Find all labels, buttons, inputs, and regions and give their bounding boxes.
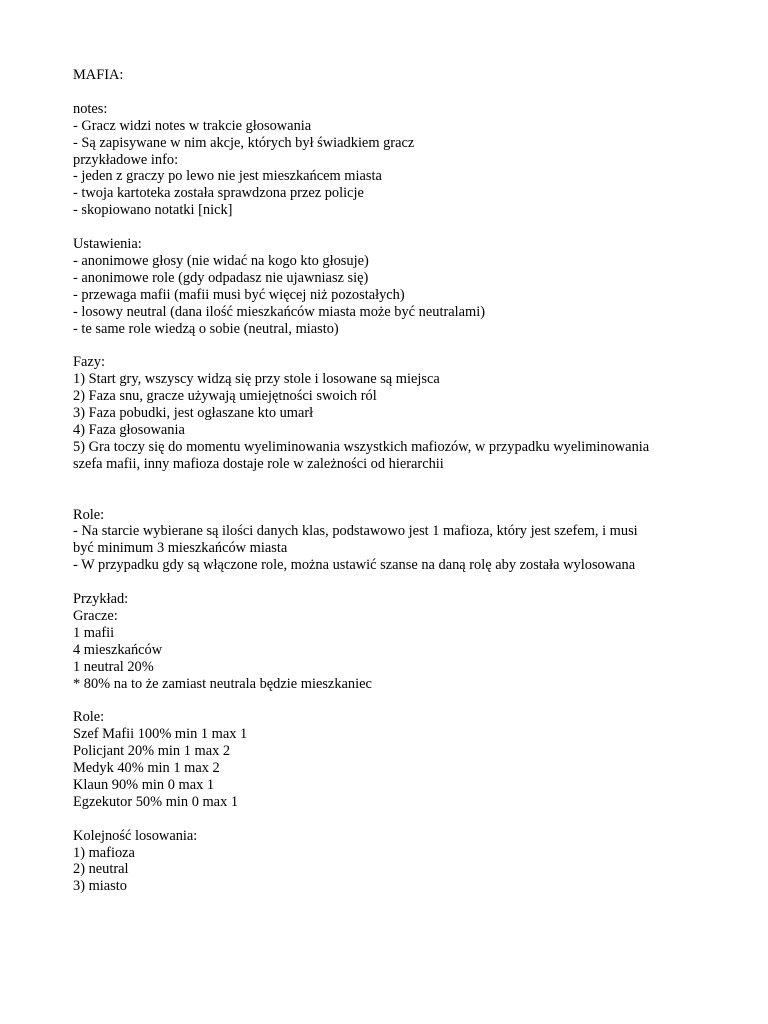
spacer <box>73 337 728 354</box>
roles-list-section <box>73 709 728 810</box>
roles-list-line: Szef Mafii 100% min 1 max 1 <box>73 726 248 743</box>
example-section <box>73 591 728 692</box>
settings-line: - anonimowe role (gdy odpadasz nie ujawniasz się) <box>73 269 369 286</box>
spacer <box>73 692 728 709</box>
example-line: 4 mieszkańców <box>73 641 163 658</box>
roles-intro-line: - W przypadku gdy są włączone role, można ustawić szanse na daną rolę aby została wylosowana <box>73 557 636 574</box>
roles-list-line: Egzekutor 50% min 0 max 1 <box>73 793 239 810</box>
phases-line: 2) Faza snu, gracze używają umiejętności swoich ról <box>73 388 377 405</box>
spacer <box>73 219 728 236</box>
notes-line: przykładowe info: <box>73 151 179 168</box>
phases-heading: Fazy: <box>73 354 105 371</box>
example-line: 1 neutral 20% <box>73 658 154 675</box>
roles-intro-heading: Role: <box>73 506 105 523</box>
roles-list-line: Klaun 90% min 0 max 1 <box>73 776 215 793</box>
notes-line: - twoja kartoteka została sprawdzona przez policje <box>73 185 364 202</box>
roles-list-line: Policjant 20% min 1 max 2 <box>73 743 231 760</box>
roles-intro-line: - Na starcie wybierane są ilości danych klas, podstawowo jest 1 mafioza, który jest szefem, i musi <box>73 523 638 540</box>
phases-section <box>73 354 728 472</box>
notes-line: - skopiowano notatki [nick] <box>73 202 233 219</box>
roles-list-line: Medyk 40% min 1 max 2 <box>73 760 220 777</box>
notes-line: - jeden z graczy po lewo nie jest mieszkańcem miasta <box>73 168 382 185</box>
phases-line: szefa mafii, inny mafioza dostaje role w zależności od hierarchii <box>73 455 444 472</box>
phases-line: 5) Gra toczy się do momentu wyeliminowania wszystkich mafiozów, w przypadku wyeliminowania <box>73 438 650 455</box>
roles-intro-line: być minimum 3 mieszkańców miasta <box>73 540 288 557</box>
example-line: Gracze: <box>73 607 118 624</box>
example-heading: Przykład: <box>73 591 129 608</box>
spacer <box>73 473 728 507</box>
example-line: 1 mafii <box>73 624 115 641</box>
settings-line: - te same role wiedzą o sobie (neutral, miasto) <box>73 320 339 337</box>
document-title-section <box>73 67 728 84</box>
settings-line: - anonimowe głosy (nie widać na kogo kto głosuje) <box>73 252 369 269</box>
notes-heading: notes: <box>73 100 108 117</box>
settings-line: - przewaga mafii (mafii musi być więcej niż pozostałych) <box>73 286 405 303</box>
notes-section <box>73 101 728 219</box>
draw-order-line: 3) miasto <box>73 878 127 895</box>
spacer <box>73 574 728 591</box>
phases-line: 4) Faza głosowania <box>73 421 185 438</box>
example-line: * 80% na to że zamiast neutrala będzie mieszkaniec <box>73 675 372 692</box>
phases-line: 1) Start gry, wszyscy widzą się przy stole i losowane są miejsca <box>73 371 440 388</box>
spacer <box>73 811 728 828</box>
phases-line: 3) Faza pobudki, jest ogłaszane kto umarł <box>73 405 314 422</box>
draw-order-heading: Kolejność losowania: <box>73 827 198 844</box>
spacer <box>73 84 728 101</box>
draw-order-section <box>73 828 728 896</box>
settings-heading: Ustawienia: <box>73 236 142 253</box>
settings-line: - losowy neutral (dana ilość mieszkańców miasta może być neutralami) <box>73 303 485 320</box>
notes-line: - Gracz widzi notes w trakcie głosowania <box>73 117 312 134</box>
notes-line: - Są zapisywane w nim akcje, których był świadkiem gracz <box>73 134 415 151</box>
document-title: MAFIA: <box>73 67 124 83</box>
roles-list-heading: Role: <box>73 709 105 726</box>
draw-order-line: 1) mafioza <box>73 844 135 861</box>
draw-order-line: 2) neutral <box>73 861 129 878</box>
roles-intro-section <box>73 507 728 575</box>
settings-section <box>73 236 728 337</box>
